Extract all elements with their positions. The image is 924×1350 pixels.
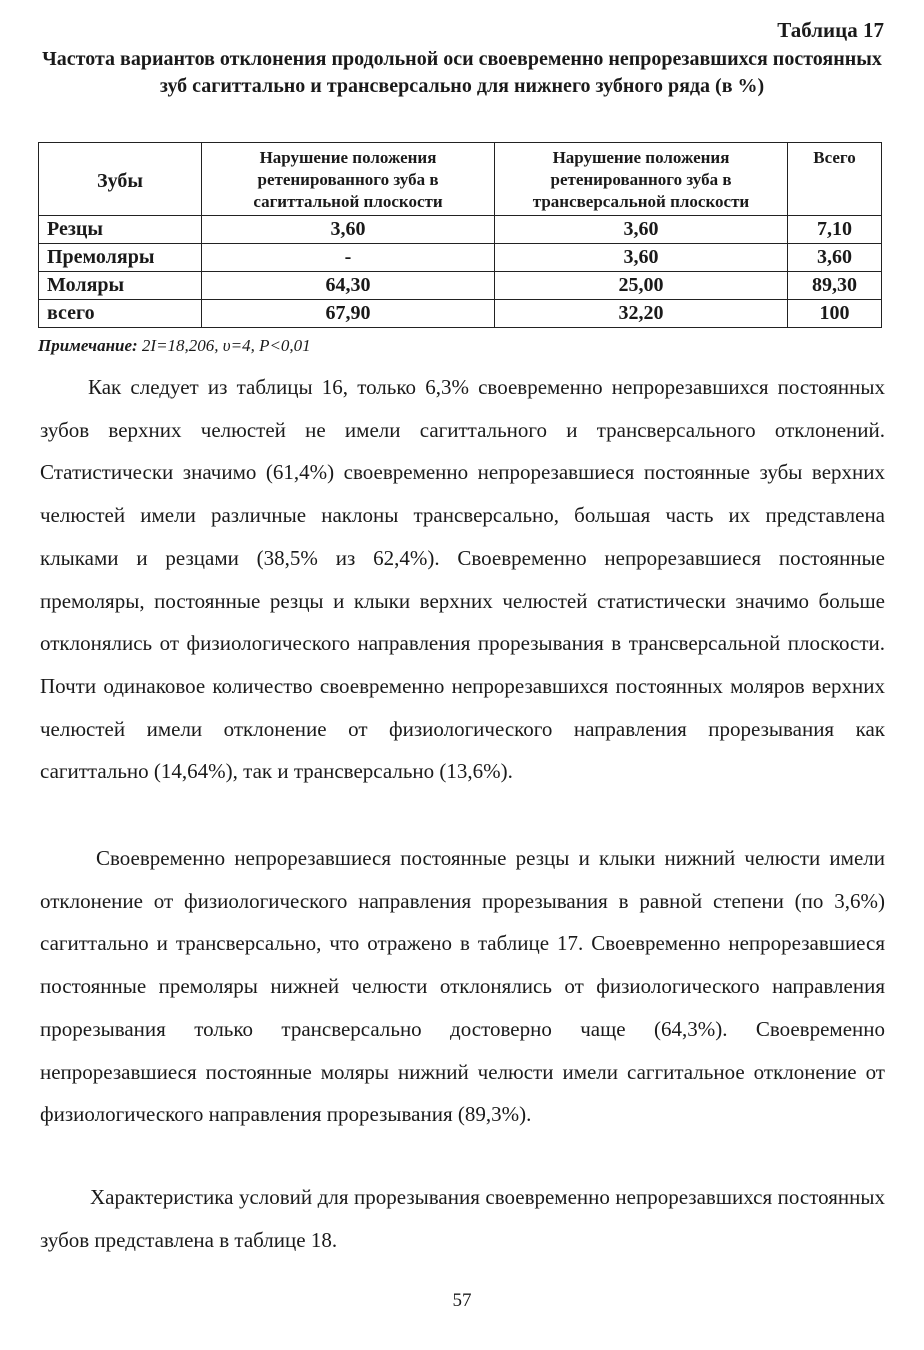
table-header-row: [39, 143, 882, 216]
row-label: всего: [39, 300, 202, 328]
row-label: Моляры: [39, 272, 202, 300]
body-paragraph: Как следует из таблицы 16, только 6,3% своевременно непрорезавшихся постоянных зубов верхних челюстей не имели сагиттального и трансверсального отклонений. Статистически значимо (61,4%) своевременно непрорезавшиеся постоянные зубы верхних челюстей имели различные наклоны трансверсально, большая часть их представлена клыками и резцами (38,5% из 62,4%). Своевременно непрорезавшиеся постоянные премоляры, постоянные резцы и клыки верхних челюстей статистически значимо больше отклонялись от физиологического направления прорезывания в трансверсальной плоскости. Почти одинаковое количество своевременно непрорезавшихся постоянных моляров верхних челюстей имели отклонение от физиологического направления прорезывания как сагиттально (14,64%), так и трансверсально (13,6%).: [40, 375, 885, 784]
header-teeth: Зубы: [39, 143, 202, 216]
sagittal-value: 64,30: [202, 272, 495, 300]
table-row: [39, 300, 882, 328]
transversal-value: 32,20: [495, 300, 788, 328]
deviation-frequency-table: [38, 142, 882, 328]
total-value: 3,60: [788, 244, 882, 272]
table-caption: Частота вариантов отклонения продольной оси своевременно непрорезавшихся постоянных зуб сагиттально и трансверсально для нижнего зубного ряда (в %): [42, 48, 882, 97]
page-number: 57: [452, 1290, 472, 1311]
table-row: [39, 244, 882, 272]
total-value: 89,30: [788, 272, 882, 300]
body-paragraph: Своевременно непрорезавшиеся постоянные резцы и клыки нижний челюсти имели отклонение от физиологического направления прорезывания в равной степени (по 3,6%) сагиттально и трансверсально, что отражено в таблице 17. Своевременно непрорезавшиеся постоянные премоляры нижней челюсти отклонялись от физиологического направления прорезывания только трансверсально достоверно чаще (64,3%). Своевременно непрорезавшиеся постоянные моляры нижний челюсти имели саггитальное отклонение от физиологического направления прорезывания (89,3%).: [40, 846, 885, 1127]
body-paragraph: Характеристика условий для прорезывания своевременно непрорезавшихся постоянных зубов представлена в таблице 18.: [40, 1185, 885, 1252]
header-transversal: Нарушение положения ретенированного зуба в трансверсальной плоскости: [495, 143, 788, 216]
table-row: [39, 272, 882, 300]
header-sagittal: Нарушение положения ретенированного зуба в сагиттальной плоскости: [202, 143, 495, 216]
header-total: Всего: [788, 143, 882, 216]
sagittal-value: 3,60: [202, 216, 495, 244]
note-label: Примечание:: [38, 336, 138, 355]
total-value: 100: [788, 300, 882, 328]
table-note: [38, 336, 311, 356]
transversal-value: 25,00: [495, 272, 788, 300]
transversal-value: 3,60: [495, 244, 788, 272]
sagittal-value: -: [202, 244, 495, 272]
transversal-value: 3,60: [495, 216, 788, 244]
sagittal-value: 67,90: [202, 300, 495, 328]
row-label: Резцы: [39, 216, 202, 244]
table-number-label: Таблица 17: [777, 18, 884, 42]
row-label: Премоляры: [39, 244, 202, 272]
table-row: [39, 216, 882, 244]
total-value: 7,10: [788, 216, 882, 244]
note-text: 2I=18,206, υ=4, P<0,01: [137, 336, 311, 355]
